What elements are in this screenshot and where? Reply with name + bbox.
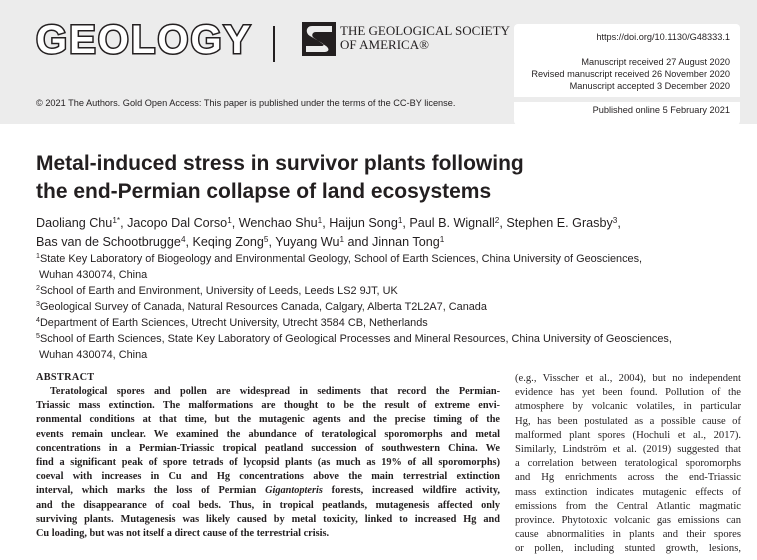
body-line: atmosphere by volcanic volatiles, in particular: [515, 401, 741, 413]
journal-header: [0, 0, 757, 124]
manuscript-dates: [531, 56, 730, 92]
author-name[interactable]: Yuyang Wu: [275, 235, 340, 249]
affiliation-4: [36, 315, 672, 331]
author-name[interactable]: Stephen E. Grasby: [506, 216, 613, 230]
author-affiliation-mark: 4: [180, 234, 186, 244]
author-name[interactable]: Keqing Zong: [192, 235, 264, 249]
affiliation-5-continued: Wuhan 430074, China: [39, 349, 148, 361]
abstract-line: Triassic mass extinction. The malformations are thought to be the result of extreme envi-: [36, 400, 500, 412]
affiliation-text: School of Earth Sciences, State Key Laboratory of Geological Processes and Mineral Resources, China University of Geosciences,: [39, 333, 672, 345]
abstract-line: concentrations in a Permian-Triassic tropical peatland succession of southwestern China. We: [36, 442, 500, 454]
author-affiliation-mark: 1: [227, 215, 232, 225]
affiliation-text: Department of Earth Sciences, Utrecht University, Utrecht 3584 CB, Netherlands: [39, 317, 428, 329]
body-line: or pollen, including stunted growth, lesions,: [515, 543, 741, 555]
info-box-separator: [514, 97, 740, 102]
article-title: [36, 150, 524, 206]
body-line: emissions from the Central Atlantic magmatic: [515, 500, 741, 512]
abstract-line: find a significant peak of spore tetrads of lycopsid plants (as much as 19% of all sporomorphs): [36, 457, 500, 469]
author-affiliation-mark: 1: [317, 215, 323, 225]
author-name[interactable]: Wenchao Shu: [238, 216, 318, 230]
affiliation-number: 2: [36, 284, 40, 293]
affiliation-text: School of Earth and Environment, University of Leeds, Leeds LS2 9JT, UK: [39, 285, 398, 297]
author-name[interactable]: Haijun Song: [329, 216, 398, 230]
abstract-line: [36, 484, 500, 498]
affiliation-text: State Key Laboratory of Biogeology and Environmental Geology, School of Earth Sciences, China University of Geosciences,: [39, 253, 643, 265]
affiliation-2: [36, 283, 672, 299]
author-affiliation-mark: 1: [397, 215, 403, 225]
affiliation-1-continued: Wuhan 430074, China: [39, 269, 148, 281]
author-name[interactable]: Bas van de Schootbrugge: [36, 235, 181, 249]
author-separator: ,: [499, 216, 507, 230]
author-separator: ,: [185, 235, 193, 249]
affiliation-list: [36, 251, 672, 363]
affiliation-1: [36, 251, 672, 267]
author-separator: ,: [322, 216, 330, 230]
affiliation-number: 5: [36, 332, 40, 341]
author-name[interactable]: Daoliang Chu: [36, 216, 113, 230]
body-text-column: [515, 372, 741, 557]
affiliation-number: 3: [36, 300, 40, 309]
author-affiliation-mark: 1: [339, 234, 345, 244]
date-received: Manuscript received 27 August 2020: [581, 57, 730, 67]
author-line-2: [36, 233, 621, 252]
affiliation-3: [36, 299, 672, 315]
author-affiliation-mark: 3: [612, 215, 618, 225]
society-name-line2: OF AMERICA®: [340, 37, 429, 52]
abstract-line-text: interval, which marks the loss of Permian: [36, 485, 266, 497]
body-line: a correlation between teratological sporomorphs: [515, 458, 741, 470]
abstract-line-tail: forests, increased wildfire activity,: [322, 485, 500, 497]
logo-divider: [273, 26, 275, 62]
author-affiliation-mark: 1*: [112, 215, 121, 225]
author-name[interactable]: Jacopo Dal Corso: [127, 216, 228, 230]
taxon-name: Gigantopteris: [265, 485, 323, 497]
article-info-box: [514, 24, 740, 125]
doi-link[interactable]: https://doi.org/10.1130/G48333.1: [596, 32, 730, 42]
author-separator: and: [344, 235, 373, 249]
author-separator: ,: [268, 235, 276, 249]
author-separator: ,: [402, 216, 410, 230]
abstract-line: surviving plants. Mutagenesis was likely caused by metal toxicity, linked to increased Hg and: [36, 513, 500, 525]
author-name[interactable]: Jinnan Tong: [372, 235, 440, 249]
author-separator: ,: [120, 216, 128, 230]
date-published: Published online 5 February 2021: [592, 105, 730, 115]
body-line: mass extinction indicates mutagenic effects of: [515, 486, 741, 498]
affiliation-text: Geological Survey of Canada, Natural Resources Canada, Calgary, Alberta T2L2A7, Canada: [39, 301, 487, 313]
abstract-line: coeval with increases in Cu and Hg concentrations above the main terrestrial extinction: [36, 471, 500, 483]
body-line: evidence has yet been found. Pollution of the: [515, 387, 741, 399]
title-line-1: Metal-induced stress in survivor plants following: [36, 152, 524, 175]
author-affiliation-mark: 1: [439, 234, 445, 244]
body-line: (e.g., Visscher et al., 2004), but no independent: [515, 373, 741, 384]
author-affiliation-mark: 5: [263, 234, 269, 244]
author-affiliation-mark: 2: [494, 215, 500, 225]
body-line: cause abnormalities in plants and their spores: [515, 529, 741, 541]
date-accepted: Manuscript accepted 3 December 2020: [569, 81, 730, 91]
abstract-line: and the disappearance of coal beds. Thus, in tropical peatlands, mutagenesis affected only: [36, 499, 500, 511]
society-name-line1: THE GEOLOGICAL SOCIETY: [340, 23, 510, 38]
author-separator: ,: [617, 216, 621, 230]
abstract-line: ronmental conditions at that time, but the mutagenic agents and the precise timing of the: [36, 414, 500, 426]
abstract-line: Cu loading, but was not itself a direct cause of the terrestrial crisis.: [36, 528, 330, 540]
license-notice: © 2021 The Authors. Gold Open Access: This paper is published under the terms of the CC-BY license.: [36, 98, 456, 108]
body-line: malformed plant spores (Hochuli et al., 2017).: [515, 429, 741, 441]
abstract-line: Teratological spores and pollen are widespread in sediments that record the Permian-: [50, 386, 500, 397]
abstract-body: [36, 385, 500, 541]
affiliation-number: 4: [36, 316, 40, 325]
body-line: province. Phytotoxic volcanic gas emissions can: [515, 515, 741, 527]
author-name[interactable]: Paul B. Wignall: [409, 216, 495, 230]
date-revised: Revised manuscript received 26 November 2020: [531, 69, 730, 79]
affiliation-number: 1: [36, 252, 40, 261]
title-line-2: the end-Permian collapse of land ecosystems: [36, 180, 492, 203]
abstract-line: events remain unclear. We examined the abundance of teratological sporomorphs and metal: [36, 428, 500, 440]
body-line: and Hg enrichments across the end-Triassic: [515, 472, 741, 484]
gsa-logo-icon: [302, 22, 336, 56]
body-line: Similarly, Lindström et al. (2019) suggested that: [515, 444, 741, 456]
author-line-1: [36, 214, 621, 233]
society-name: [340, 24, 510, 52]
author-list: [36, 214, 621, 252]
abstract-heading: ABSTRACT: [36, 372, 95, 383]
author-separator: ,: [231, 216, 239, 230]
body-line: Hg, has been postulated as a possible cause of: [515, 415, 741, 427]
journal-logo: GEOLOGY: [36, 18, 253, 62]
affiliation-5: [36, 331, 672, 347]
